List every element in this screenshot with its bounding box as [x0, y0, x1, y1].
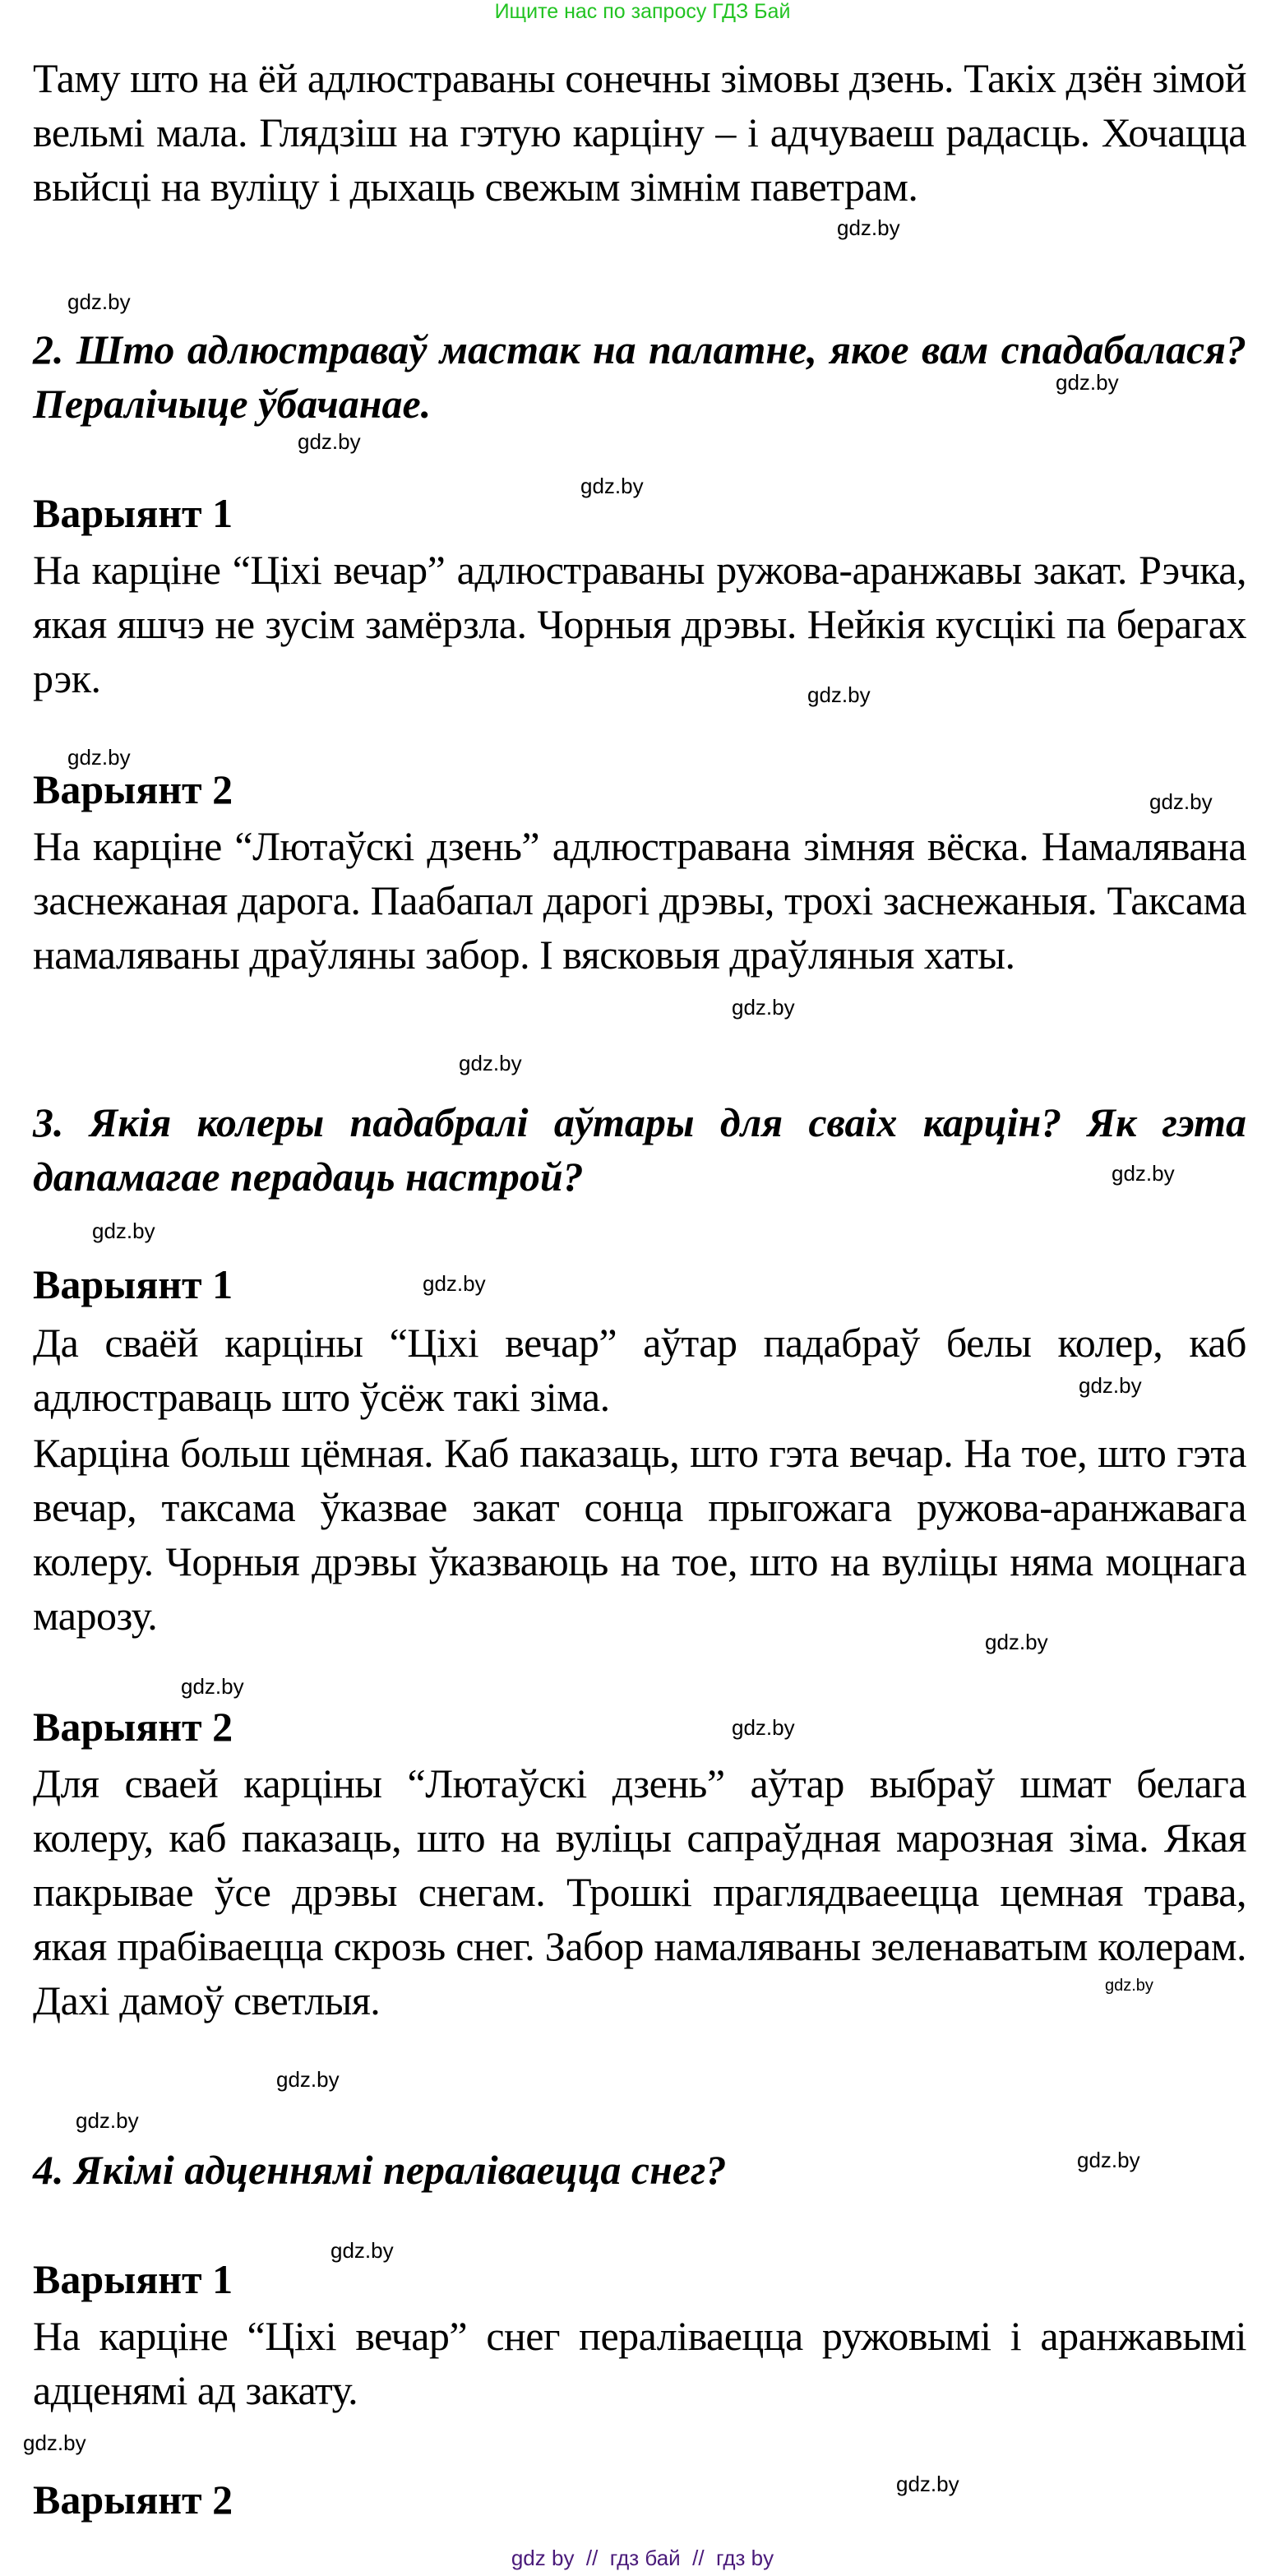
watermark: gdz.by: [1077, 2148, 1140, 2172]
q3-variant-2-label: Варыянт 2: [33, 1704, 233, 1750]
watermark: gdz.by: [732, 1715, 795, 1740]
watermark: gdz.by: [423, 1271, 486, 1296]
q3-variant-1-text-2: Карціна больш цёмная. Каб паказаць, што гэта вечар. На тое, што гэта вечар, таксама ўказвае закат сонца прыгожага ружова-аранжавага колеру. Чорныя дрэвы ўказваюць на тое, што на вуліцы няма моцнага марозу.: [33, 1430, 1246, 1639]
question-3-title: 3. Якія колеры падабралі аўтары для сваіх карцін? Як гэта дапамагае перадаць настрой?: [33, 1099, 1246, 1200]
watermark: gdz.by: [23, 2430, 86, 2455]
intro-paragraph: Таму што на ёй адлюстраваны сонечны зімовы дзень. Такіх дзён зімой вельмі мала. Глядзіш на гэтую карціну – і адчуваеш радасць. Хочацца выйсці на вуліцу і дыхаць свежым зімнім паветрам.: [33, 55, 1246, 210]
watermark: gdz.by: [807, 682, 871, 707]
watermark: gdz.by: [580, 474, 644, 498]
watermark: gdz.by: [985, 1630, 1048, 1654]
watermark: gdz.by: [1056, 370, 1119, 395]
question-2-title: 2. Што адлюстраваў мастак на палатне, якое вам спадабалася? Пералічыце ўбачанае.: [33, 326, 1246, 427]
q2-variant-1-text: На карціне “Ціхі вечар” адлюстраваны ружова-аранжавы закат. Рэчка, якая яшчэ не зусім замёрзла. Чорныя дрэвы. Нейкія кусцікі па берагах рэк.: [33, 547, 1246, 701]
q3-variant-2-text: Для сваей карціны “Лютаўскі дзень” аўтар выбраў шмат белага колеру, каб паказаць, што на вуліцы сапраўдная марозная зіма. Якая пакрывае ўсе дрэвы снегам. Трошкі праглядваеецца цемная трава, якая прабіваецца скрозь снег. Забор намаляваны зеленаватым колерам. Дахі дамоў светлыя.: [33, 1760, 1246, 2023]
q4-variant-1-label: Варыянт 1: [33, 2256, 233, 2302]
q2-variant-2-label: Варыянт 2: [33, 766, 233, 812]
question-4-title: 4. Якімі адценнямі пераліваецца снег?: [33, 2147, 727, 2193]
watermark: gdz.by: [67, 745, 131, 770]
watermark: gdz.by: [298, 429, 361, 454]
watermark: gdz.by: [732, 995, 795, 1020]
watermark: gdz.by: [76, 2108, 139, 2133]
search-hint-banner: Ищите нас по запросу ГДЗ Бай: [494, 0, 791, 23]
watermark: gdz.by: [896, 2472, 959, 2496]
watermark: gdz.by: [67, 289, 131, 314]
watermark: gdz.by: [1105, 1977, 1153, 1995]
q4-variant-1-text: На карціне “Ціхі вечар” снег пераліваецца ружовымі і аранжавымі адценямі ад закату.: [33, 2313, 1246, 2413]
q3-variant-1-text-1: Да сваёй карціны “Ціхі вечар” аўтар падабраў белы колер, каб адлюстраваць што ўсёж такі зіма.: [33, 1320, 1246, 1420]
watermark: gdz.by: [1149, 789, 1213, 814]
watermark: gdz.by: [1112, 1161, 1175, 1186]
watermark: gdz.by: [837, 215, 900, 240]
q2-variant-2-text: На карціне “Лютаўскі дзень” адлюстравана зімняя вёска. Намалявана заснежаная дарога. Паабапал дарогі дрэвы, трохі заснежаныя. Таксама намаляваны драўляны забор. І вясковыя драўляныя хаты.: [33, 823, 1246, 978]
q3-variant-1-label: Варыянт 1: [33, 1261, 233, 1307]
watermark: gdz.by: [276, 2067, 340, 2092]
q2-variant-1-label: Варыянт 1: [33, 490, 233, 536]
watermark: gdz.by: [459, 1051, 522, 1075]
watermark: gdz.by: [330, 2238, 394, 2263]
q4-variant-2-label: Варыянт 2: [33, 2477, 233, 2523]
watermark: gdz.by: [1079, 1373, 1142, 1398]
watermark: gdz.by: [92, 1219, 155, 1243]
footer-links: gdz by // гдз бай // гдз by: [511, 2546, 774, 2570]
watermark: gdz.by: [181, 1674, 244, 1699]
